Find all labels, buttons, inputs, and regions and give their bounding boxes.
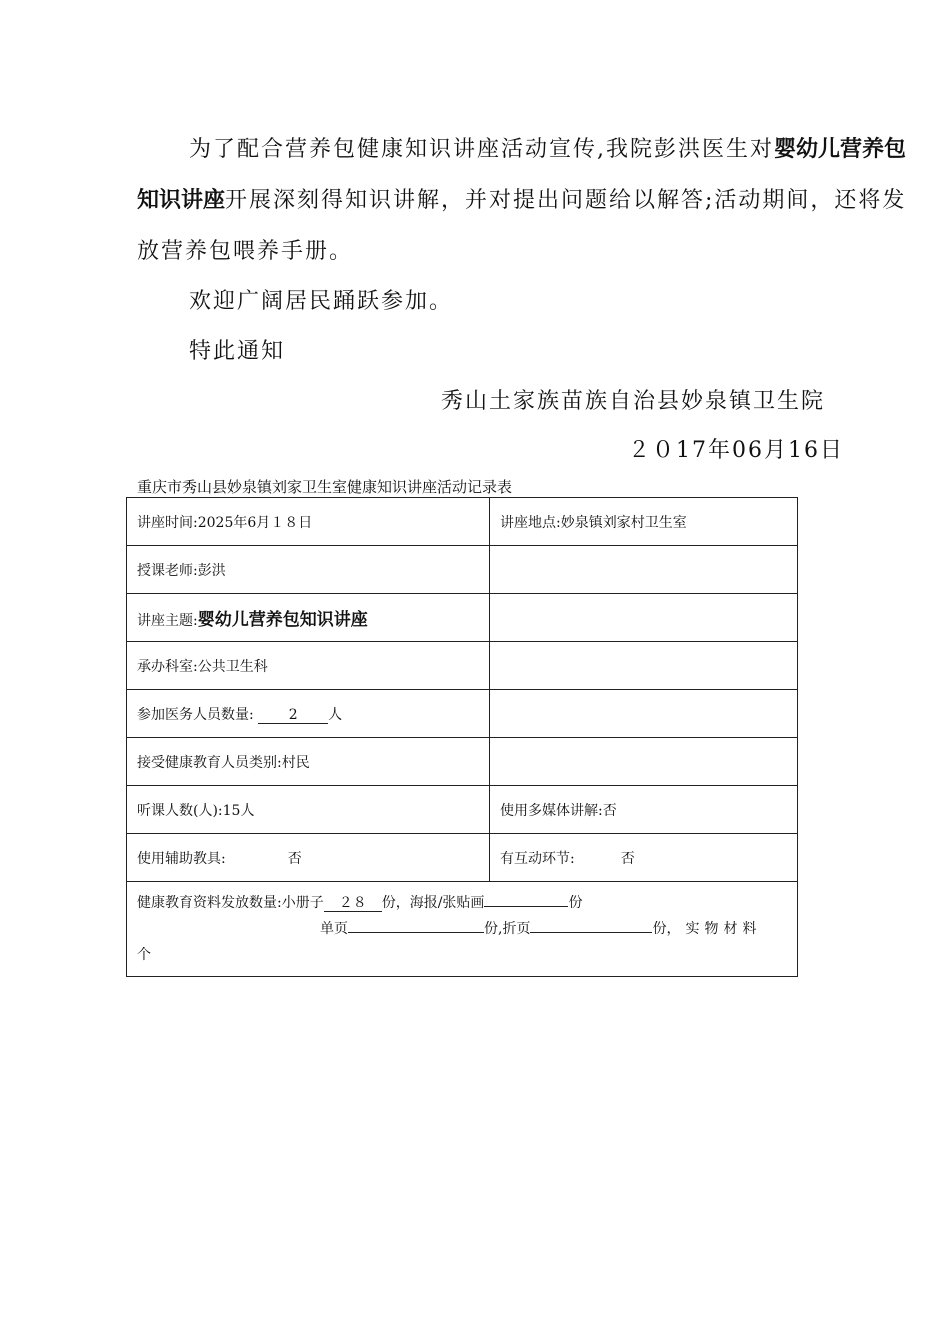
physical-unit: 个 xyxy=(137,947,151,963)
lecture-location-cell: 讲座地点:妙泉镇刘家村卫生室 xyxy=(490,498,798,546)
teacher-cell: 授课老师:彭洪 xyxy=(127,546,490,594)
notice-text-lead: 为了配合营养包健康知识讲座活动宣传,我院彭洪医生对 xyxy=(189,137,774,162)
interaction-value: 否 xyxy=(620,850,635,867)
booklet-unit: 份 xyxy=(381,895,396,911)
staff-count-value: 2 xyxy=(258,707,328,724)
multimedia-cell: 使用多媒体讲解:否 xyxy=(490,786,798,834)
interaction-cell xyxy=(490,834,798,882)
table-row xyxy=(127,882,798,977)
table-row xyxy=(127,786,798,834)
materials-line-2 xyxy=(137,916,787,942)
topic-label: 讲座主题: xyxy=(137,613,198,629)
fold-unit: 份 xyxy=(652,921,667,937)
notice-paragraph-1 xyxy=(137,124,922,277)
table-row xyxy=(127,546,798,594)
teaching-aids-label: 使用辅助教具: xyxy=(137,850,226,867)
poster-unit: 份 xyxy=(568,895,583,911)
staff-count-label: 参加医务人员数量: xyxy=(137,706,254,723)
empty-cell xyxy=(490,690,798,738)
teaching-aids-value: 否 xyxy=(287,850,302,867)
notice-welcome: 欢迎广阔居民踊跃参加。 xyxy=(189,289,454,314)
single-page-value xyxy=(348,932,484,933)
table-row xyxy=(127,498,798,546)
notice-date: ２０17年06月16日 xyxy=(628,438,844,463)
booklet-label: 小册子 xyxy=(281,895,324,911)
staff-count-cell xyxy=(127,690,490,738)
table-row xyxy=(127,834,798,882)
materials-line-1 xyxy=(137,890,787,916)
department-cell: 承办科室:公共卫生科 xyxy=(127,642,490,690)
notice-topic-bold: 婴幼儿营养包知识讲座 xyxy=(137,137,907,213)
empty-cell xyxy=(490,642,798,690)
topic-value: 婴幼儿营养包知识讲座 xyxy=(197,610,368,630)
empty-cell xyxy=(490,738,798,786)
lecture-record-table xyxy=(126,497,798,977)
interaction-label: 有互动环节: xyxy=(500,850,575,867)
lecture-time-cell: 讲座时间:2025年6月１８日 xyxy=(127,498,490,546)
poster-label: ，海报/张贴画 xyxy=(395,895,485,911)
fold-label: ,折页 xyxy=(498,921,531,937)
staff-count-unit: 人 xyxy=(328,706,343,723)
materials-line-3 xyxy=(137,942,787,968)
empty-cell xyxy=(490,546,798,594)
fold-value xyxy=(530,932,652,933)
single-page-unit: 份 xyxy=(484,921,498,937)
audience-type-cell: 接受健康教育人员类别:村民 xyxy=(127,738,490,786)
physical-label: ，实物材料 xyxy=(666,921,762,937)
poster-value xyxy=(484,906,568,907)
notice-text-tail: 开展深刻得知识讲解，并对提出问题给以解答;活动期间，还将发放营养包喂养手册。 xyxy=(137,188,907,264)
materials-cell xyxy=(127,882,798,977)
table-row xyxy=(127,642,798,690)
materials-label: 健康教育资料发放数量: xyxy=(137,895,282,911)
table-row xyxy=(127,738,798,786)
attendance-cell: 听课人数(人):15人 xyxy=(127,786,490,834)
topic-cell xyxy=(127,594,490,642)
empty-cell xyxy=(490,594,798,642)
single-page-label: 单页 xyxy=(320,921,348,937)
notice-closing: 特此通知 xyxy=(189,339,286,364)
teaching-aids-cell xyxy=(127,834,490,882)
table-row xyxy=(127,690,798,738)
booklet-value: ２８ xyxy=(324,895,382,912)
table-caption: 重庆市秀山县妙泉镇刘家卫生室健康知识讲座活动记录表 xyxy=(137,478,513,496)
table-row xyxy=(127,594,798,642)
notice-signature: 秀山土家族苗族自治县妙泉镇卫生院 xyxy=(441,389,826,414)
